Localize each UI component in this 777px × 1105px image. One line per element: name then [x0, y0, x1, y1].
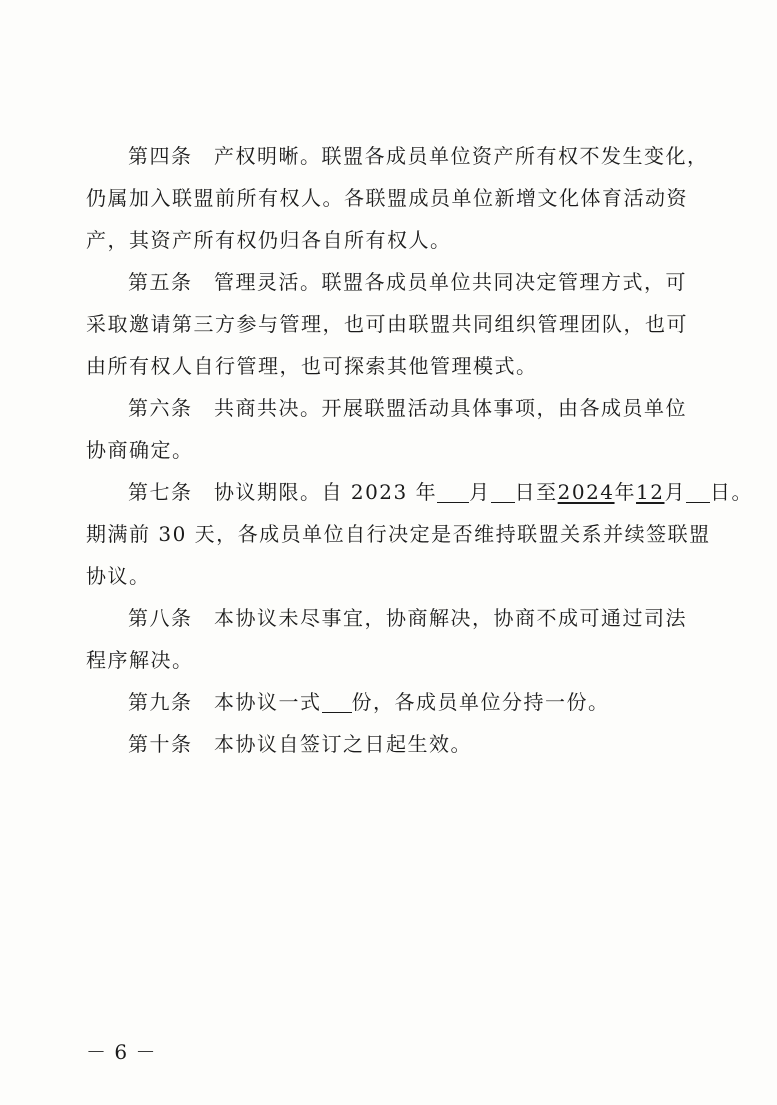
article-10-line-1: 第十条 本协议自签订之日起生效。: [128, 732, 472, 756]
article-4: [86, 135, 709, 261]
end-day-blank: [686, 480, 710, 503]
article-6: [86, 387, 698, 471]
article-8-line-1: 第八条 本协议未尽事宜，协商解决，协商不成可通过司法: [128, 606, 687, 630]
article-6-line-1: 第六条 共商共决。开展联盟活动具体事项，由各成员单位: [128, 396, 687, 420]
end-day-suffix: 日。: [709, 480, 753, 504]
end-year: 2024: [557, 480, 615, 504]
day-blank: [491, 480, 515, 503]
article-5-line-1: 第五条 管理灵活。联盟各成员单位共同决定管理方式，可: [128, 270, 687, 294]
article-4-line-1: 第四条 产权明晰。联盟各成员单位资产所有权不发生变化，: [128, 144, 709, 168]
month-blank: [437, 480, 469, 503]
article-5-line-2: 采取邀请第三方参与管理，也可由联盟共同组织管理团队，也可: [86, 312, 688, 336]
article-9-prefix: 第九条 本协议一式: [128, 690, 322, 714]
article-7-line-3: 协议。: [86, 564, 151, 588]
article-7-month-label: 月: [469, 480, 491, 504]
article-7-line-2: 期满前 30 天，各成员单位自行决定是否维持联盟关系并续签联盟: [86, 522, 711, 546]
article-7: [86, 471, 753, 597]
article-8: [86, 597, 698, 681]
article-5-line-3: 由所有权人自行管理，也可探索其他管理模式。: [86, 354, 538, 378]
copies-blank: [322, 690, 352, 713]
article-9-line-1: [86, 681, 698, 723]
article-8-line-2: 程序解决。: [86, 648, 194, 672]
end-month: 12: [636, 480, 665, 504]
article-5: [86, 261, 698, 387]
article-4-line-3: 产，其资产所有权仍归各自所有权人。: [86, 228, 452, 252]
end-year-suffix: 年: [614, 480, 637, 504]
agreement-body: [86, 135, 753, 765]
end-month-suffix: 月: [664, 480, 686, 504]
article-9-suffix: 份，各成员单位分持一份。: [351, 690, 610, 714]
article-7-prefix: 第七条 协议期限。自 2023 年: [128, 480, 438, 504]
article-6-line-2: 协商确定。: [86, 438, 194, 462]
article-10: [86, 723, 698, 765]
page-number: － 6 －: [86, 1040, 157, 1064]
article-4-line-2: 仍属加入联盟前所有权人。各联盟成员单位新增文化体育活动资: [86, 186, 688, 210]
article-7-line-1: [86, 471, 753, 513]
article-9: [86, 681, 698, 723]
article-7-day-to: 日至: [514, 480, 558, 504]
